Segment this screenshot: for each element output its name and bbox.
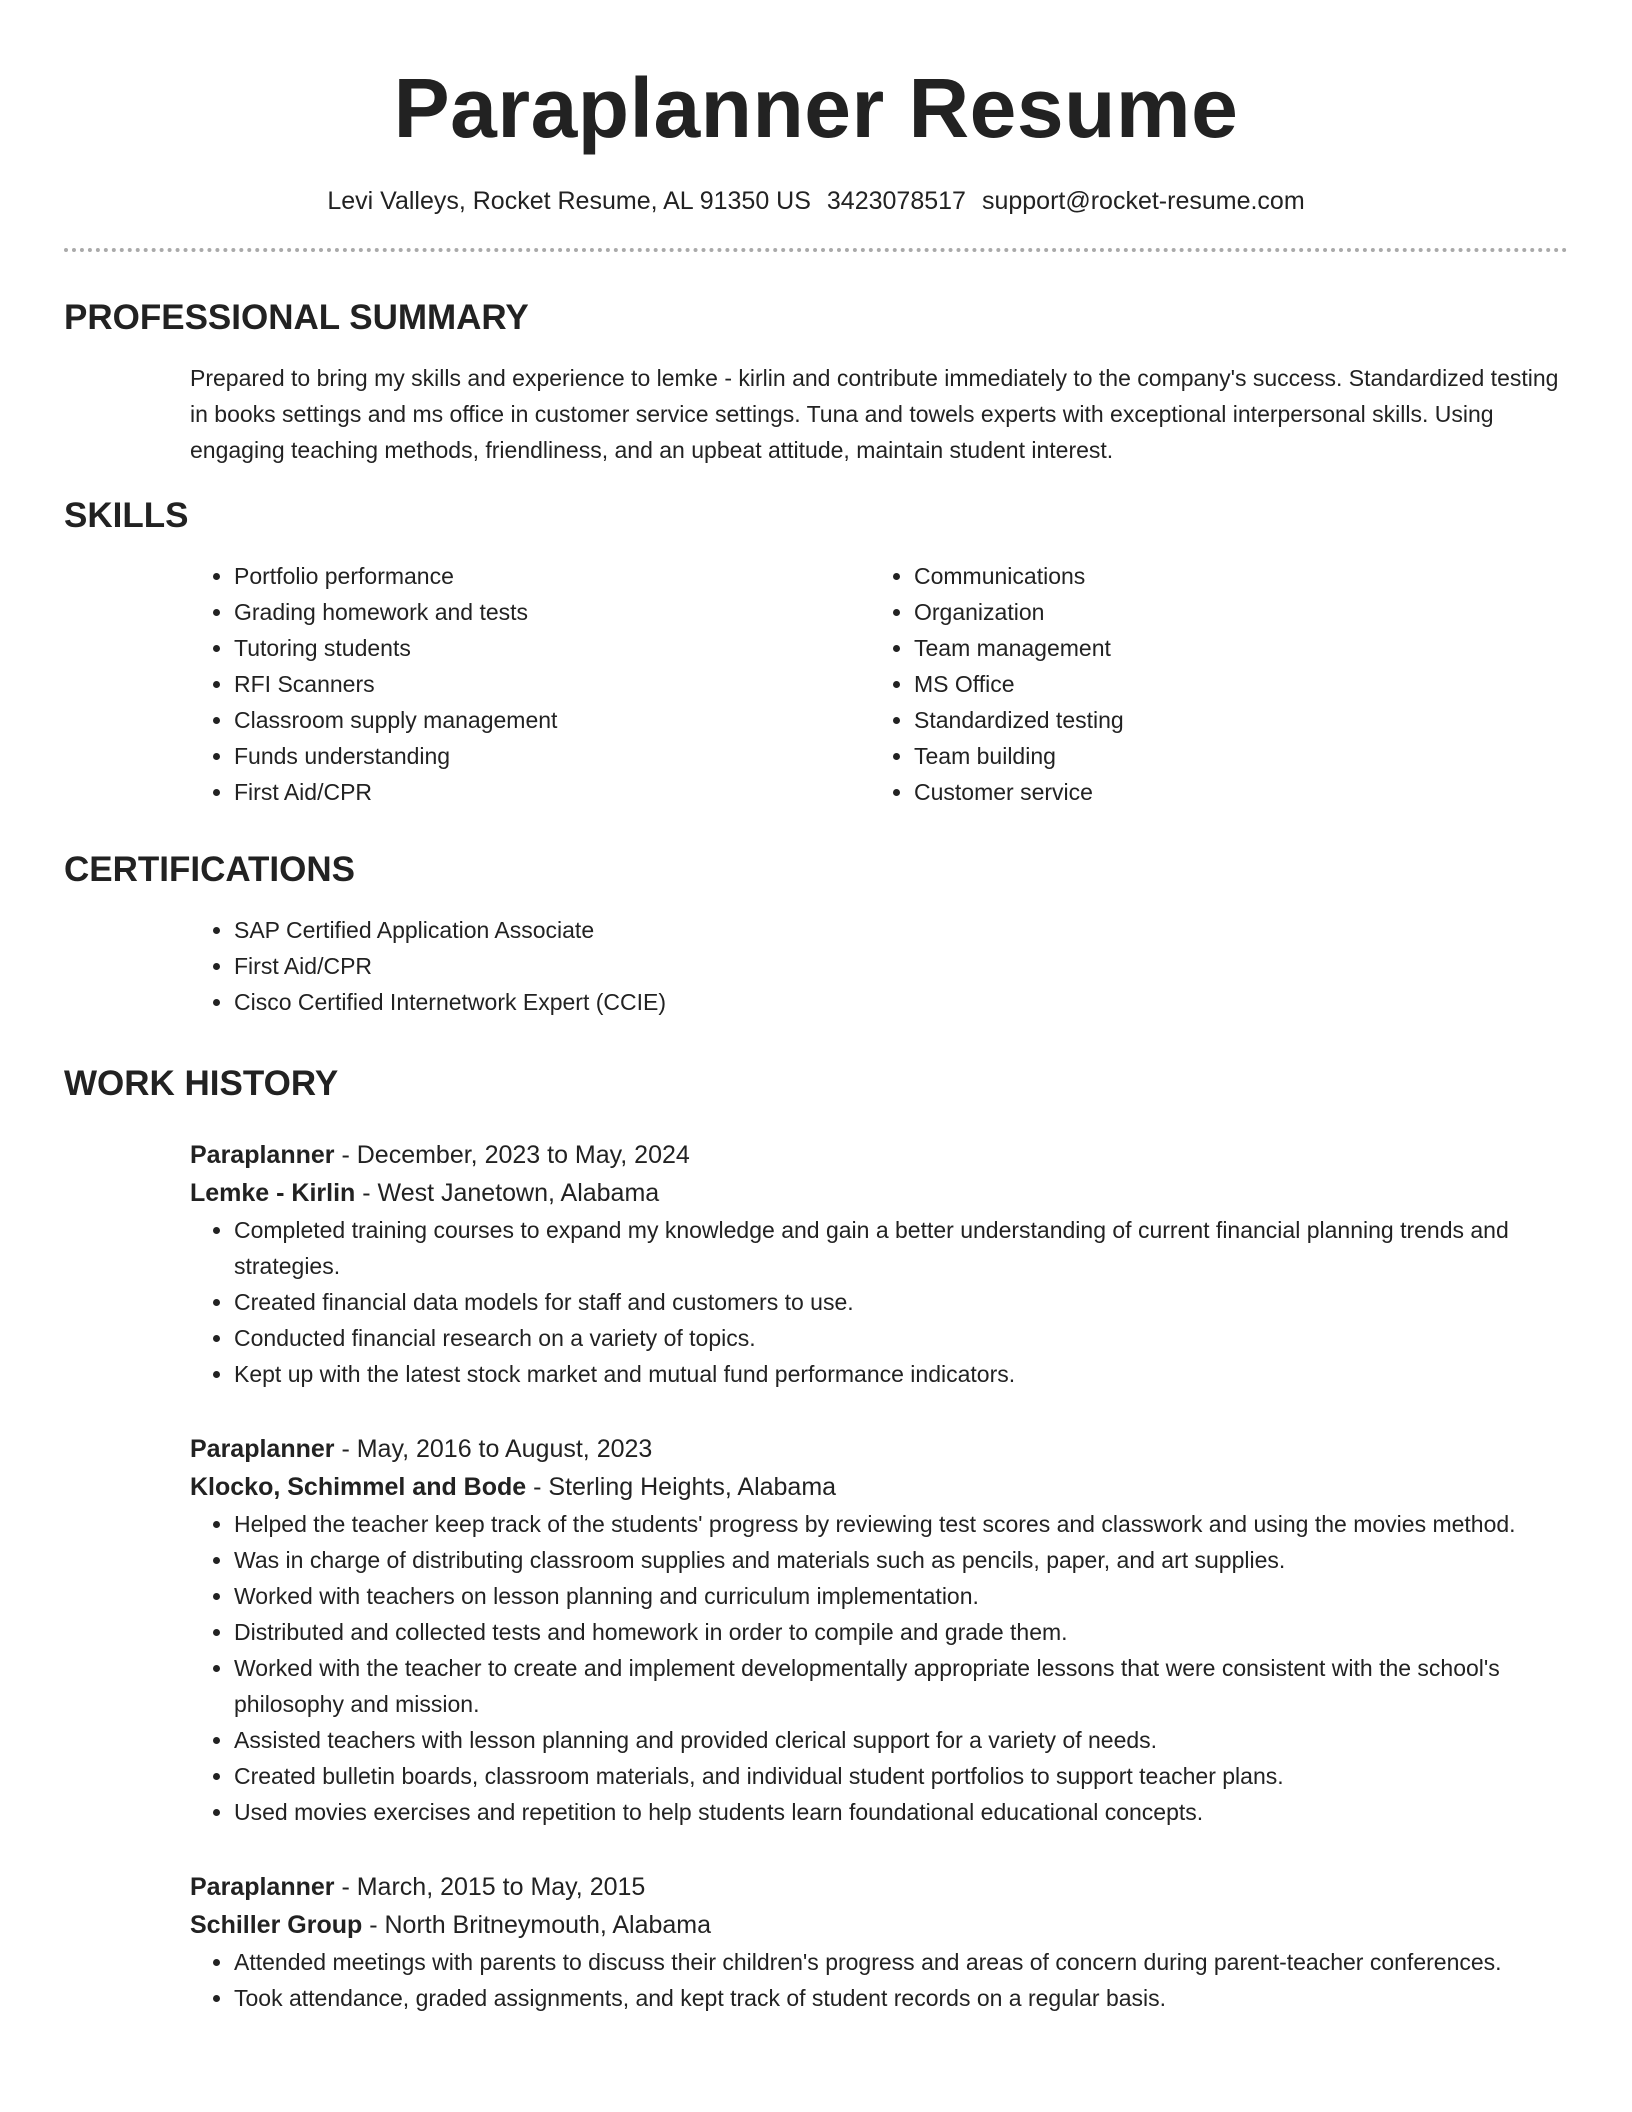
job-duty-item: • Assisted teachers with lesson planning and provided clerical support for a variety of needs.: [234, 1722, 1568, 1758]
job-location: - West Janetown, Alabama: [355, 1179, 660, 1207]
work-history-heading: WORK HISTORY: [64, 1064, 339, 1103]
job-location: - Sterling Heights, Alabama: [526, 1473, 837, 1501]
skill-item: • Team management: [914, 630, 1550, 666]
skill-item: • MS Office: [914, 666, 1550, 702]
skills-column-left: [190, 558, 870, 810]
job-duties-list: [190, 1506, 1568, 1830]
skills-grid: [190, 558, 1568, 810]
skills-list-left: [190, 558, 870, 810]
summary-heading: PROFESSIONAL SUMMARY: [64, 298, 529, 337]
job-company-line: [190, 1468, 1568, 1506]
contact-email: support@rocket-resume.com: [981, 187, 1305, 215]
job-title: Paraplanner: [190, 1873, 335, 1901]
job-duty-item: • Was in charge of distributing classroom supplies and materials such as pencils, paper, and art supplies.: [234, 1542, 1568, 1578]
skill-item: • Organization: [914, 594, 1550, 630]
certifications-block: [190, 912, 1568, 1020]
job-entry: [190, 1430, 1568, 1830]
skill-item: • Communications: [914, 558, 1550, 594]
skill-item: • Tutoring students: [234, 630, 870, 666]
work-history-list: [190, 1136, 1568, 2016]
certification-item: • First Aid/CPR: [234, 948, 1568, 984]
job-duty-item: • Completed training courses to expand my knowledge and gain a better understanding of current financial planning trends and strategies.: [234, 1212, 1568, 1284]
job-duty-item: • Worked with teachers on lesson planning and curriculum implementation.: [234, 1578, 1568, 1614]
skill-item: • Portfolio performance: [234, 558, 870, 594]
skill-item: • Grading homework and tests: [234, 594, 870, 630]
job-duty-item: • Attended meetings with parents to discuss their children's progress and areas of concern during parent-teacher conferences.: [234, 1944, 1568, 1980]
contact-phone: 3423078517: [826, 187, 966, 215]
job-duty-item: • Helped the teacher keep track of the students' progress by reviewing test scores and classwork and using the movies method.: [234, 1506, 1568, 1542]
job-title-line: [190, 1868, 1568, 1906]
job-duties-list: [190, 1944, 1568, 2016]
skill-item: • First Aid/CPR: [234, 774, 870, 810]
certifications-heading: CERTIFICATIONS: [64, 850, 356, 889]
job-location: - North Britneymouth, Alabama: [362, 1911, 712, 1939]
skill-item: • Standardized testing: [914, 702, 1550, 738]
skills-heading: SKILLS: [64, 496, 189, 535]
job-company: Schiller Group: [190, 1911, 363, 1939]
job-duty-item: • Conducted financial research on a variety of topics.: [234, 1320, 1568, 1356]
job-duty-item: • Kept up with the latest stock market and mutual fund performance indicators.: [234, 1356, 1568, 1392]
job-company-line: [190, 1174, 1568, 1212]
job-duty-item: • Created financial data models for staff and customers to use.: [234, 1284, 1568, 1320]
contact-address: Levi Valleys, Rocket Resume, AL 91350 US: [327, 187, 811, 215]
skill-item: • Customer service: [914, 774, 1550, 810]
skill-item: • RFI Scanners: [234, 666, 870, 702]
job-company: Klocko, Schimmel and Bode: [190, 1473, 527, 1501]
job-dates: - December, 2023 to May, 2024: [334, 1141, 690, 1169]
skill-item: • Classroom supply management: [234, 702, 870, 738]
skills-column-right: [870, 558, 1550, 810]
job-duty-item: • Worked with the teacher to create and implement developmentally appropriate lessons that were consistent with the school's philosophy and mission.: [234, 1650, 1568, 1722]
certification-item: • SAP Certified Application Associate: [234, 912, 1568, 948]
job-duty-item: • Took attendance, graded assignments, and kept track of student records on a regular basis.: [234, 1980, 1568, 2016]
job-duty-item: • Used movies exercises and repetition to help students learn foundational educational concepts.: [234, 1794, 1568, 1830]
job-title: Paraplanner: [190, 1141, 335, 1169]
certifications-list: [190, 912, 1568, 1020]
job-company: Lemke - Kirlin: [190, 1179, 356, 1207]
contact-line: [64, 184, 1568, 218]
header-divider: [64, 248, 1568, 252]
job-title: Paraplanner: [190, 1435, 335, 1463]
job-duty-item: • Created bulletin boards, classroom materials, and individual student portfolios to support teacher plans.: [234, 1758, 1568, 1794]
skill-item: • Funds understanding: [234, 738, 870, 774]
certification-item: • Cisco Certified Internetwork Expert (CCIE): [234, 984, 1568, 1020]
job-company-line: [190, 1906, 1568, 1944]
job-title-line: [190, 1430, 1568, 1468]
job-dates: - May, 2016 to August, 2023: [334, 1435, 653, 1463]
summary-text: Prepared to bring my skills and experience to lemke - kirlin and contribute immediately to the company's success. Standardized testing in books settings and ms office in customer service settings. Tuna and towels experts with exceptional interpersonal skills. Using engaging teaching methods, friendliness, and an upbeat attitude, maintain student interest.: [190, 365, 1559, 463]
skills-list-right: [870, 558, 1550, 810]
job-entry: [190, 1868, 1568, 2016]
skill-item: • Team building: [914, 738, 1550, 774]
job-title-line: [190, 1136, 1568, 1174]
job-dates: - March, 2015 to May, 2015: [334, 1873, 646, 1901]
job-duty-item: • Distributed and collected tests and homework in order to compile and grade them.: [234, 1614, 1568, 1650]
resume-title: Paraplanner Resume: [393, 61, 1239, 155]
job-entry: [190, 1136, 1568, 1392]
job-duties-list: [190, 1212, 1568, 1392]
